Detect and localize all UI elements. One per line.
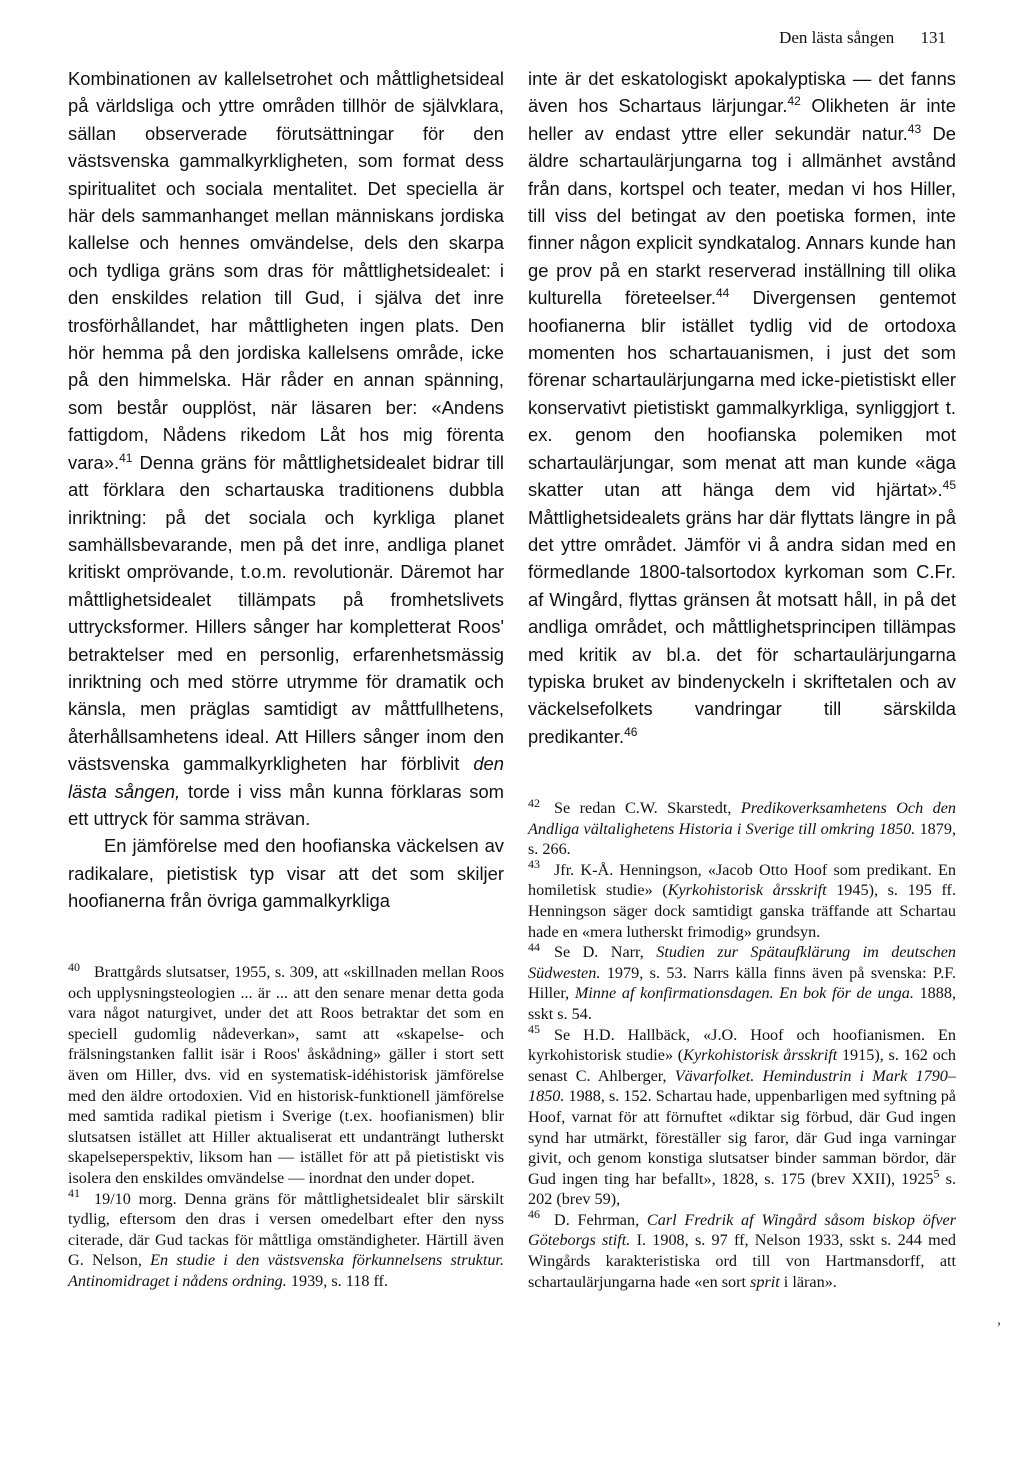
footnote-ref-45: 45 xyxy=(942,477,956,492)
left-p1-text: Kombinationen av kallelsetrohet och måttlighetsideal på världsliga och yttre områden tillhör de självklara, sällan observerade förutsättningar för den västsvenska gammalkyrkligheten, som format dess spiritualitet och sociala mentalitet. Det speciella är här dels sammanhanget mellan människans jordiska kallelse och hennes omvändelse, dels den skarpa och tydliga gräns som dras för måttlighetsidealet: i den enskildes relation till Gud, i själva det inre trosförhållandet, har måttligheten ingen plats. Den hör hemma på den jordiska kallelsens område, icke på den himmelska. Här råder en annan spänning, som består oupplöst, när läsaren ber: «Andens fattigdom, Nådens rikedom Låt hos mig förenta vara». xyxy=(68,68,504,473)
footnote-tail: 1939, s. 118 ff. xyxy=(286,1271,388,1290)
right-footnotes xyxy=(528,795,957,1292)
footnote-italic: Predikoverksamhetens Och den Andliga vältalighetens Historia i Sverige till omkring 1850. xyxy=(528,799,957,838)
running-title: Den lästa sången xyxy=(779,28,895,47)
footnote-italic: Kyrkohistorisk årsskrift xyxy=(667,881,827,900)
footnote-tail: 1979, s. 53. Narrs källa finns även på svenska: P.F. Hiller, xyxy=(528,963,956,1003)
footnote-italic: Carl Fredrik af Wingård såsom biskop öfver Göteborgs stift. xyxy=(528,1210,956,1250)
footnote-ref-44: 44 xyxy=(715,286,730,301)
footnote-ref-46: 46 xyxy=(624,724,638,739)
left-column xyxy=(68,65,504,915)
footnote-number: 44 xyxy=(528,939,540,954)
footnote-tail: 1879, s. 266. xyxy=(528,819,957,859)
footnote-text: 19/10 morg. Denna gräns för måttlighetsidealet blir särskilt tydlig, eftersom den dras i versen omedelbart efter den nyss citerade, där Gud tackas för måttliga omständigheter. Härtill även G. Nelson, xyxy=(68,1189,504,1270)
footnote-number: 40 xyxy=(68,959,80,974)
footnote-italic-2: Minne af konfirmationsdagen. En bok för de unga. xyxy=(574,984,914,1003)
footnote-superscript: 5 xyxy=(933,1166,940,1181)
footnote-tail-3: s. 202 (brev 59), xyxy=(528,1169,956,1209)
left-p1b-text: Denna gräns för måttlighetsidealet bidrar till att förklara den schartauska traditionens dubbla inriktning: på det sociala och kyrkliga planet samhällsbevarande, men på det inre, andliga planet kritiskt omprövande, t.o.m. revolutionär. Däremot har måttlighetsidealet tillämpats på fromhetslivets uttrycksformer. Hillers sånger har kompletterat Roos' betraktelser med en personlig, erfarenhetsmässig inriktning och med större utrymme för dramatik och känsla, men präglas samtidigt av måttfullhetens, återhållsamhetens ideal. Att Hillers sånger inom den västsvenska gammalkyrkligheten har förblivit xyxy=(68,451,504,775)
footnote-text: Se redan C.W. Skarstedt, xyxy=(554,799,741,817)
footnote-text: D. Fehrman, xyxy=(554,1210,647,1229)
footnote-tail-2: 1888, sskt s. 54. xyxy=(528,984,957,1023)
left-p1-italic: den lästa sången, xyxy=(68,753,504,802)
footnote-41 xyxy=(68,1186,504,1292)
footnote-text: Jfr. K-Å. Henningson, «Jacob Otto Hoof som predikant. En homiletisk studie» ( xyxy=(528,860,956,900)
right-p1c: De äldre schartaulärjungarna tog i allmänhet avstånd från dans, kortspel och teater, medan vi hos Hiller, till viss del betingat av den poetiska formen, inte finner någon explicit syndkatalog. Annars kunde han ge prov på en starkt reserverad inställning till olika kulturella företeelser. xyxy=(528,122,956,309)
footnote-italic-2: Vävarfolket. Hemindustrin i Mark 1790–1850. xyxy=(528,1066,956,1106)
footnote-tail-2: i läran». xyxy=(779,1272,837,1291)
left-footnotes xyxy=(68,959,504,1292)
footnote-43 xyxy=(528,857,956,942)
footnote-text: Brattgårds slutsatser, 1955, s. 309, att «skillnaden mellan Roos och upplysningsteologien ... är ... att den senare menar detta goda vara något naturgivet, under det att Roos betraktar det som en speciell gudomlig nådeverkan», samt att «skapelse- och frälsningstanken fallit isär i Roos' åskådning» gäller i stort sett även om Hiller, dvs. vid en systematisk-idéhistorisk jämförelse med den äldre ortodoxien. Vid en historisk-funktionell jämförelse med samtida radikal pietism i Sverige (t.ex. hoofianismen) blir slutsatsen istället att Hiller aktualiserat ett undanträngt lutherskt skapelseperspektiv, liksom han — istället för att på pietistiskt vis isolera den enskildes omvändelse — inordnat den under dopet. xyxy=(68,963,504,1187)
right-p1d: Divergensen gentemot hoofianerna blir istället tydlig vid de ortodoxa momenten hos schartauanismen, i just det som förenar schartaulärjungarna med icke-pietistiskt eller konservativt pietistiskt gammalkyrkliga, synliggjort t. ex. genom den hoofianska polemiken mot schartaulärjungar, som menat att man kunde «äga skatter utan att hänga dem vid hjärtat». xyxy=(528,287,956,501)
footnote-italic: En studie i den västsvenska förkunnelsens struktur. Antinomidraget i nådens ordning. xyxy=(68,1251,504,1290)
right-column xyxy=(528,65,956,750)
right-p1e: Måttlighetsidealets gräns har där flyttats längre in på det yttre området. Jämför vi å andra sidan med en förmedlande 1800-talsortodox kyrkoman som C.Fr. af Wingård, flyttas gränsen åt motsatt håll, in på det andliga området, och måttlighetsprincipen tillämpas med kritik av bl.a. det för schartaulärjungarna typiska bruket av bindenyckeln i skriftetalen och av väckelsefolkets vandringar till särskilda predikanter. xyxy=(528,506,956,747)
footnote-tail: 1915), s. 162 och senast C. Ahlberger, xyxy=(528,1046,957,1085)
footnote-number: 45 xyxy=(528,1022,540,1037)
footnote-number: 43 xyxy=(528,857,540,872)
footnote-tail-2: 1988, s. 152. Schartau hade, uppenbarligen med syftning på Hoof, varnat för att förnuftet «diktar sig förbud, där Gud ingen synd har utmärkt, föreställer sig faror, där Gud inga varningar givit, och genom konstiga slutsatser binder samman bördor, där Gud ingen ting har befallt», 1828, s. 175 (brev XXII), 1925 xyxy=(528,1087,956,1188)
footnote-number: 41 xyxy=(68,1186,80,1201)
running-header xyxy=(779,28,946,48)
footnote-italic-2: sprit xyxy=(750,1272,780,1291)
right-p1b: Olikheten är inte heller av endast yttre eller sekundär natur. xyxy=(528,95,956,144)
footnote-text: Se H.D. Hallbäck, «J.O. Hoof och hoofianismen. En kyrkohistorisk studie» ( xyxy=(528,1025,956,1065)
margin-mark: , xyxy=(997,1311,1001,1328)
footnote-40 xyxy=(68,959,504,1189)
footnote-text: Se D. Narr, xyxy=(554,943,657,962)
right-paragraph-1 xyxy=(528,65,956,750)
footnote-number: 46 xyxy=(528,1207,540,1222)
left-paragraph-2: En jämförelse med den hoofianska väckelsen av radikalare, pietistisk typ visar att det som skiljer hoofianerna från övriga gammalkyrkliga xyxy=(68,835,504,912)
footnote-italic: Studien zur Spätaufklärung im deutschen Südwesten. xyxy=(528,943,956,982)
left-paragraph-1 xyxy=(68,65,504,832)
footnote-italic: Kyrkohistorisk årsskrift xyxy=(683,1046,838,1065)
footnote-ref-41: 41 xyxy=(119,450,133,465)
footnote-tail: 1945), s. 195 ff. Henningson säger dock samtidigt ganska träffande att Schartau hade en «mera lutherskt frimodig» grundsyn. xyxy=(528,881,956,941)
footnote-ref-43: 43 xyxy=(907,121,922,136)
footnote-42 xyxy=(528,795,957,860)
footnote-44 xyxy=(528,939,957,1024)
footnote-46 xyxy=(528,1207,956,1292)
footnote-45 xyxy=(528,1022,957,1210)
page-number: 131 xyxy=(920,28,946,47)
left-p1c-text: torde i viss mån kunna förklaras som ett uttryck för samma strävan. xyxy=(68,780,504,829)
right-p1a: inte är det eskatologiskt apokalyptiska — det fanns även hos Schartaus lärjungar. xyxy=(528,68,956,117)
footnote-ref-42: 42 xyxy=(787,94,801,109)
footnote-number: 42 xyxy=(528,795,540,810)
footnote-tail: I. 1908, s. 97 ff, Nelson 1933, sskt s. 244 med Wingårds karakteristiska ord till von Hartmansdorff, att schartaulärjungarna hade «en sort xyxy=(528,1231,956,1291)
